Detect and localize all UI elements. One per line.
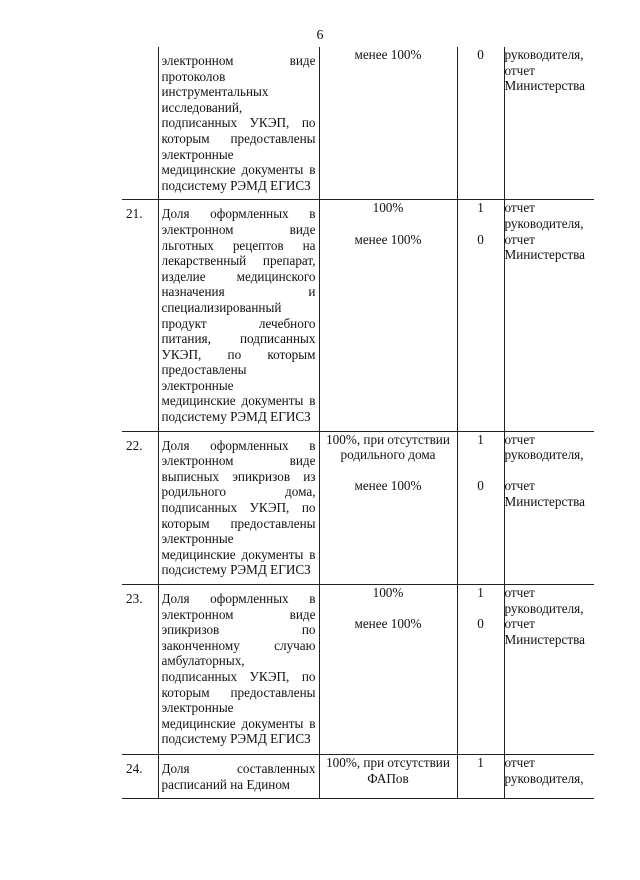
- row-number: 22.: [122, 431, 158, 584]
- indicator-description: [158, 431, 319, 584]
- description-line: которым предоставлены: [161, 130, 316, 146]
- source-line: руководителя,: [504, 770, 584, 786]
- score-cell: [457, 47, 504, 200]
- value-line: родильного дома: [340, 447, 436, 463]
- source-line: отчет: [504, 431, 535, 447]
- row-number: 23.: [122, 585, 158, 755]
- value-cell: [319, 200, 457, 431]
- source-line: руководителя,: [504, 215, 584, 231]
- description-line: медицинские документы в: [161, 715, 316, 731]
- value-line: 100%, при отсутствии: [326, 755, 450, 770]
- description-line: питания, подписанных: [161, 331, 316, 347]
- description-line: эпикризов по: [161, 622, 316, 638]
- value-line: менее 100%: [354, 478, 422, 494]
- description-line: Доля оформленных в: [161, 437, 316, 453]
- indicator-description: [158, 755, 319, 799]
- description-line: лекарственный препарат,: [161, 253, 316, 269]
- source-cell: [504, 431, 594, 584]
- description-line: изделие медицинского: [161, 268, 316, 284]
- value-cell: [319, 585, 457, 755]
- source-line: Министерства: [504, 78, 585, 94]
- source-line: Министерства: [504, 247, 585, 263]
- source-line: отчет: [504, 755, 535, 770]
- score-cell: [457, 200, 504, 431]
- description-line: подписанных УКЭП, по: [161, 500, 316, 516]
- score-value: 1: [477, 755, 484, 770]
- score-value: 0: [477, 616, 484, 632]
- description-line: подписанных УКЭП, по: [161, 668, 316, 684]
- description-line: исследований,: [161, 99, 243, 115]
- indicator-description: [158, 200, 319, 431]
- value-line: 100%, при отсутствии: [326, 431, 450, 447]
- source-cell: [504, 47, 594, 200]
- value-line: [320, 463, 457, 479]
- description-text: [159, 200, 319, 430]
- score-value: 0: [477, 231, 484, 247]
- description-line: законченному случаю: [161, 637, 316, 653]
- table-row: [122, 755, 594, 799]
- source-line: Министерства: [504, 494, 585, 510]
- score-value: 1: [477, 431, 484, 447]
- description-line: амбулаторных,: [161, 653, 245, 669]
- source-cell: [504, 585, 594, 755]
- indicator-description: [158, 47, 319, 200]
- description-line: продукт лечебного: [161, 315, 316, 331]
- description-line: электронные: [161, 700, 234, 716]
- description-line: электронном виде: [161, 221, 316, 237]
- row-number: 21.: [122, 200, 158, 431]
- description-line: электронном виде: [161, 606, 316, 622]
- value-line: менее 100%: [354, 616, 422, 632]
- description-line: Доля составленных: [161, 761, 316, 776]
- score-value: 0: [477, 47, 484, 62]
- value-line: менее 100%: [354, 231, 422, 247]
- description-line: расписаний на Едином: [161, 776, 291, 792]
- description-line: подсистему РЭМД ЕГИСЗ: [161, 731, 311, 747]
- score-value: 1: [477, 585, 484, 600]
- source-line: руководителя,: [504, 47, 584, 62]
- description-line: подписанных УКЭП, по: [161, 115, 316, 131]
- value-cell: [319, 47, 457, 200]
- source-line: отчет: [504, 200, 535, 216]
- description-line: подсистему РЭМД ЕГИСЗ: [161, 177, 311, 193]
- table-row: [122, 585, 594, 755]
- source-line: отчет: [504, 478, 535, 494]
- description-line: электронные: [161, 146, 234, 162]
- value-line: 100%: [372, 585, 404, 600]
- source-line: отчет: [504, 616, 535, 632]
- description-text: [159, 585, 319, 753]
- description-line: Доля оформленных в: [161, 591, 316, 606]
- description-line: выписных эпикризов из: [161, 468, 316, 484]
- score-cell: [457, 431, 504, 584]
- row-number: 24.: [122, 755, 158, 799]
- score-value: [458, 463, 504, 479]
- description-line: подсистему РЭМД ЕГИСЗ: [161, 562, 311, 578]
- description-line: назначения и: [161, 284, 316, 300]
- description-line: медицинские документы в: [161, 162, 316, 178]
- score-value: 1: [477, 200, 484, 216]
- source-line: отчет: [504, 585, 535, 600]
- description-line: родильного дома,: [161, 484, 316, 500]
- page-number: 6: [316, 28, 324, 43]
- description-line: инструментальных: [161, 84, 269, 100]
- description-line: медицинские документы в: [161, 393, 316, 409]
- description-line: предоставлены: [161, 362, 247, 378]
- score-value: [458, 601, 504, 617]
- source-cell: [504, 200, 594, 431]
- description-line: электронные: [161, 377, 234, 393]
- description-line: которым предоставлены: [161, 515, 316, 531]
- description-line: которым предоставлены: [161, 684, 316, 700]
- description-line: подсистему РЭМД ЕГИСЗ: [161, 409, 311, 425]
- description-line: протоколов: [161, 68, 226, 84]
- source-line: [505, 463, 595, 479]
- source-line: отчет: [504, 62, 535, 78]
- description-line: Доля оформленных в: [161, 206, 316, 222]
- description-text: [159, 755, 319, 798]
- source-line: Министерства: [504, 631, 585, 647]
- value-line: 100%: [372, 200, 404, 216]
- table-row: [122, 200, 594, 431]
- table-row: [122, 431, 594, 584]
- indicator-description: [158, 585, 319, 755]
- score-cell: [457, 585, 504, 755]
- indicators-table: [122, 47, 594, 799]
- source-line: руководителя,: [504, 447, 584, 463]
- source-cell: [504, 755, 594, 799]
- value-cell: [319, 431, 457, 584]
- source-line: отчет: [504, 231, 535, 247]
- score-value: 0: [477, 478, 484, 494]
- description-text: [159, 47, 319, 199]
- score-value: [458, 447, 504, 463]
- description-line: электронном виде: [161, 453, 316, 469]
- value-line: менее 100%: [354, 47, 422, 62]
- value-line: [320, 601, 457, 617]
- value-cell: [319, 755, 457, 799]
- description-line: специализированный: [161, 299, 282, 315]
- value-line: ФАПов: [367, 770, 409, 786]
- description-line: электронном виде: [161, 53, 316, 68]
- description-line: электронные: [161, 531, 234, 547]
- description-text: [159, 432, 319, 584]
- table-row: [122, 47, 594, 200]
- description-line: УКЭП, по которым: [161, 346, 316, 362]
- score-cell: [457, 755, 504, 799]
- source-line: руководителя,: [504, 600, 584, 616]
- row-number: [122, 47, 158, 200]
- description-line: медицинские документы в: [161, 546, 316, 562]
- description-line: льготных рецептов на: [161, 237, 316, 253]
